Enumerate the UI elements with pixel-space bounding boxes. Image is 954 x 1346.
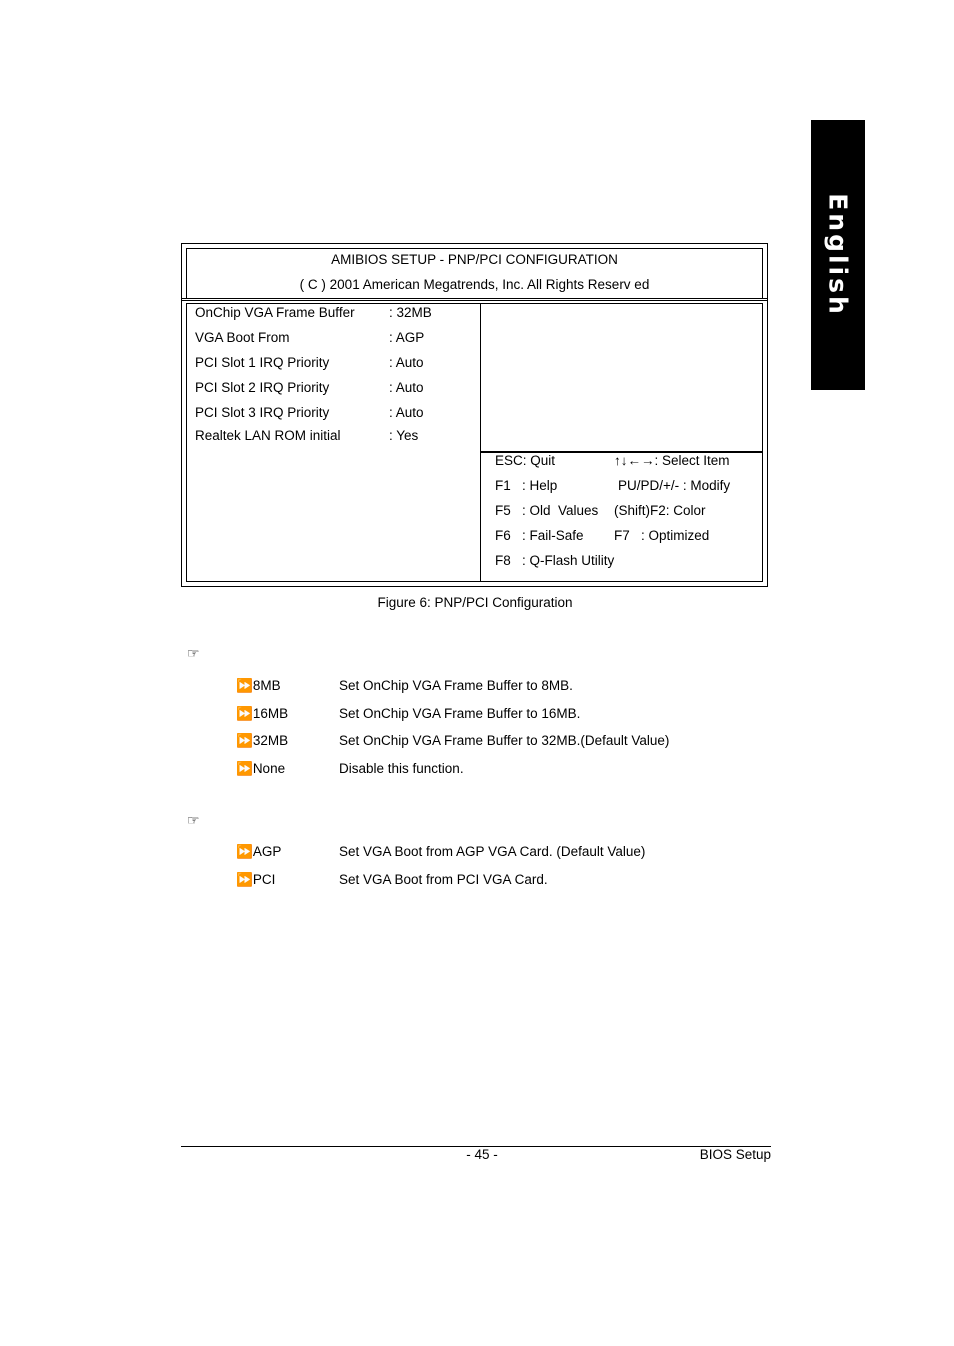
divider xyxy=(181,298,768,299)
double-arrow-icon: ⏩ xyxy=(236,733,253,748)
option-description: Set OnChip VGA Frame Buffer to 8MB. xyxy=(339,678,573,693)
double-arrow-icon: ⏩ xyxy=(236,761,253,776)
option-name: ⏩None xyxy=(236,761,286,776)
key-modify: PU/PD/+/- : Modify xyxy=(618,478,731,493)
key-esc-quit: ESC: Quit xyxy=(495,453,556,468)
setting-value-lan-rom[interactable]: : Yes xyxy=(389,428,419,443)
option-name: ⏩16MB xyxy=(236,706,289,721)
key-f1-help: F1 : Help xyxy=(495,478,558,493)
setting-value-vga-boot-from[interactable]: : AGP xyxy=(389,330,425,345)
bios-title: AMIBIOS SETUP - PNP/PCI CONFIGURATION xyxy=(331,252,618,267)
language-tab-label: English xyxy=(823,193,853,317)
setting-label-vga-boot-from: VGA Boot From xyxy=(195,330,290,345)
pointing-hand-icon: ☞ xyxy=(187,645,200,661)
option-name: ⏩8MB xyxy=(236,678,281,693)
setting-label-pci-slot1-irq: PCI Slot 1 IRQ Priority xyxy=(195,355,330,370)
double-arrow-icon: ⏩ xyxy=(236,872,253,887)
option-description: Set VGA Boot from AGP VGA Card. (Default Value) xyxy=(339,844,646,859)
option-description: Disable this function. xyxy=(339,761,464,776)
setting-value-vga-frame-buffer[interactable]: : 32MB xyxy=(389,305,432,320)
section-name: BIOS Setup xyxy=(699,1147,771,1162)
pointing-hand-icon: ☞ xyxy=(187,812,200,828)
option-name: ⏩AGP xyxy=(236,844,282,859)
key-select-item: ↑↓←→: Select Item xyxy=(614,453,730,468)
option-description: Set OnChip VGA Frame Buffer to 16MB. xyxy=(339,706,581,721)
bios-copyright: ( C ) 2001 American Megatrends, Inc. All Rights Reserv ed xyxy=(299,277,650,292)
double-arrow-icon: ⏩ xyxy=(236,706,253,721)
page-number: - 45 - xyxy=(466,1147,498,1162)
key-f2-color: (Shift)F2: Color xyxy=(614,503,706,518)
setting-value-pci-slot1-irq[interactable]: : Auto xyxy=(389,355,424,370)
option-name: ⏩PCI xyxy=(236,872,276,887)
key-f8-qflash: F8 : Q-Flash Utility xyxy=(495,553,615,568)
divider xyxy=(181,300,768,301)
double-arrow-icon: ⏩ xyxy=(236,844,253,859)
key-f5-old-values: F5 : Old Values xyxy=(495,503,599,518)
setting-value-pci-slot2-irq[interactable]: : Auto xyxy=(389,380,424,395)
double-arrow-icon: ⏩ xyxy=(236,678,253,693)
option-name: ⏩32MB xyxy=(236,733,289,748)
figure-caption: Figure 6: PNP/PCI Configuration xyxy=(377,595,573,610)
option-description: Set VGA Boot from PCI VGA Card. xyxy=(339,872,548,887)
setting-label-lan-rom: Realtek LAN ROM initial xyxy=(195,428,341,443)
setting-label-pci-slot2-irq: PCI Slot 2 IRQ Priority xyxy=(195,380,330,395)
language-tab xyxy=(811,120,865,390)
setting-label-vga-frame-buffer: OnChip VGA Frame Buffer xyxy=(195,305,355,320)
key-f6-fail-safe: F6 : Fail-Safe xyxy=(495,528,584,543)
setting-label-pci-slot3-irq: PCI Slot 3 IRQ Priority xyxy=(195,405,330,420)
key-f7-optimized: F7 : Optimized xyxy=(614,528,710,543)
setting-value-pci-slot3-irq[interactable]: : Auto xyxy=(389,405,424,420)
option-description: Set OnChip VGA Frame Buffer to 32MB.(Default Value) xyxy=(339,733,670,748)
